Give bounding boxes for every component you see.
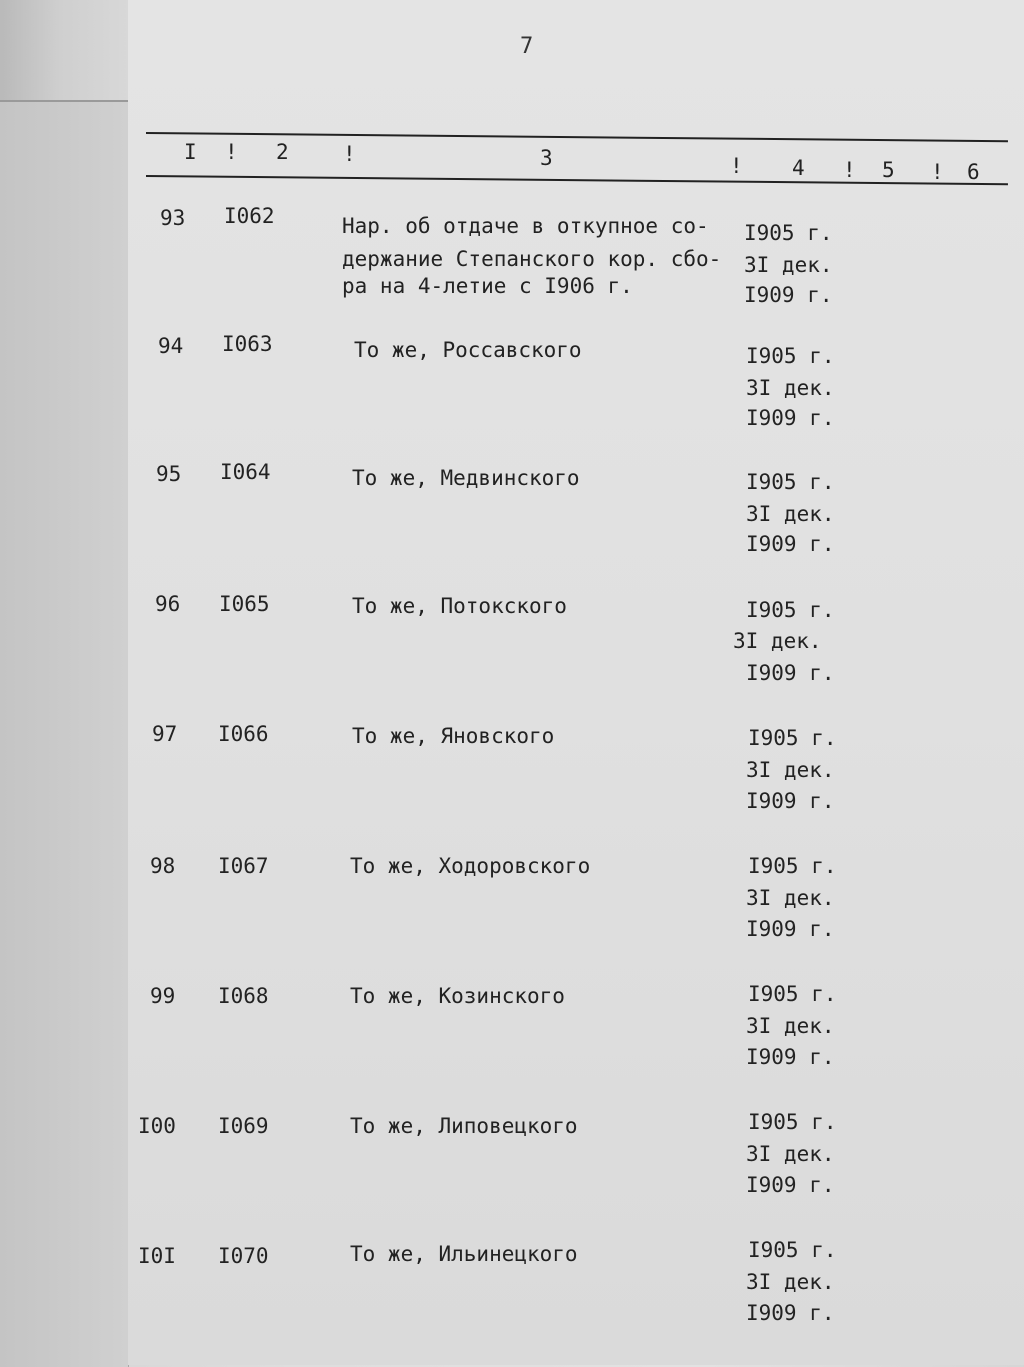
underlying-page-edge (0, 100, 129, 1367)
date-day: 3I дек. (744, 253, 833, 277)
date-end: I909 г. (746, 661, 835, 685)
header-separator: ! (225, 140, 238, 164)
file-number: I070 (218, 1244, 269, 1268)
header-col-5: 5 (882, 158, 895, 182)
header-separator: ! (730, 154, 743, 178)
file-number: I067 (218, 854, 269, 878)
date-start: I905 г. (748, 1110, 837, 1134)
date-end: I909 г. (746, 1301, 835, 1325)
date-start: I905 г. (746, 470, 835, 494)
date-day: 3I дек. (746, 1014, 835, 1038)
date-start: I905 г. (746, 598, 835, 622)
file-number: I063 (222, 332, 273, 356)
header-col-2: 2 (276, 140, 289, 164)
header-col-4: 4 (792, 156, 805, 180)
row-number: 97 (152, 722, 178, 746)
date-end: I909 г. (746, 406, 835, 430)
description-line: То же, Липовецкого (350, 1114, 578, 1138)
date-end: I909 г. (746, 532, 835, 556)
date-start: I905 г. (746, 344, 835, 368)
file-number: I068 (218, 984, 269, 1008)
file-number: I065 (219, 592, 270, 616)
row-number: 96 (155, 592, 181, 616)
description-line: То же, Ходоровского (350, 854, 591, 878)
date-day: 3I дек. (746, 1142, 835, 1166)
description-line: То же, Россавского (354, 338, 582, 362)
date-end: I909 г. (746, 917, 835, 941)
description-line: То же, Козинского (350, 984, 565, 1008)
description-line: Нар. об отдаче в откупное со- (342, 214, 709, 238)
header-col-3: 3 (540, 146, 553, 170)
date-day: 3I дек. (733, 629, 822, 653)
file-number: I069 (218, 1114, 269, 1138)
date-end: I909 г. (746, 1045, 835, 1069)
file-number: I064 (220, 460, 271, 484)
header-col-6: 6 (967, 160, 980, 184)
date-start: I905 г. (744, 221, 833, 245)
header-separator: ! (343, 142, 356, 166)
description-line: То же, Медвинского (352, 466, 580, 490)
file-number: I062 (224, 204, 275, 228)
header-separator: ! (843, 158, 856, 182)
date-day: 3I дек. (746, 376, 835, 400)
date-end: I909 г. (746, 1173, 835, 1197)
header-separator: ! (931, 160, 944, 184)
row-number: 95 (156, 462, 182, 486)
description-line: То же, Ильинецкого (350, 1242, 578, 1266)
description-line: То же, Потокского (352, 594, 567, 618)
header-col-1: I (184, 140, 197, 164)
file-number: I066 (218, 722, 269, 746)
description-line: То же, Яновского (352, 724, 555, 748)
date-day: 3I дек. (746, 886, 835, 910)
row-number: 98 (150, 854, 176, 878)
date-day: 3I дек. (746, 758, 835, 782)
date-start: I905 г. (748, 854, 837, 878)
date-day: 3I дек. (746, 502, 835, 526)
date-start: I905 г. (748, 1238, 837, 1262)
page-number: 7 (520, 34, 534, 59)
date-end: I909 г. (746, 789, 835, 813)
date-start: I905 г. (748, 726, 837, 750)
date-end: I909 г. (744, 283, 833, 307)
date-start: I905 г. (748, 982, 837, 1006)
date-day: 3I дек. (746, 1270, 835, 1294)
row-number: 94 (158, 334, 184, 358)
row-number: I0I (138, 1244, 176, 1268)
description-line: держание Степанского кор. сбо- (342, 247, 722, 271)
row-number: 99 (150, 984, 176, 1008)
row-number: 93 (160, 206, 186, 230)
description-line: ра на 4-летие с I906 г. (342, 274, 633, 298)
row-number: I00 (138, 1114, 176, 1138)
